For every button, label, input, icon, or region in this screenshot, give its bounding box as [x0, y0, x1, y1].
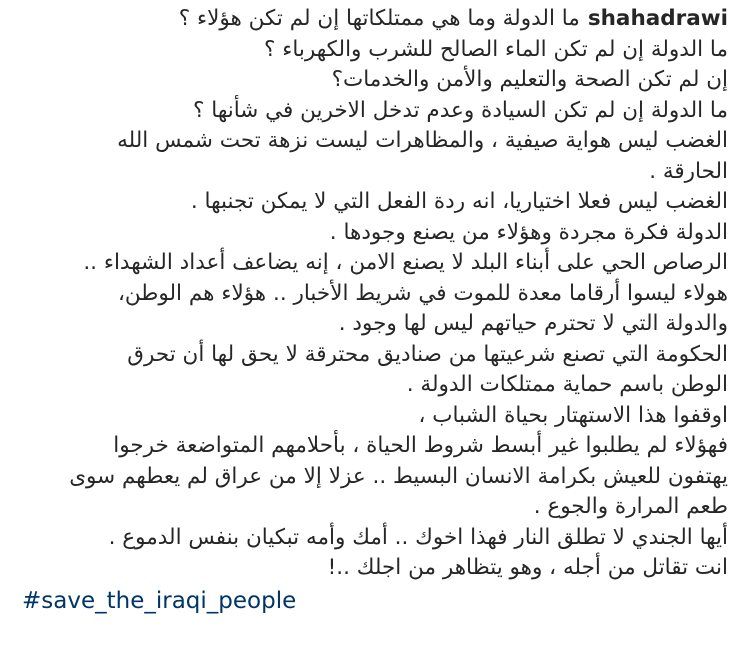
caption-line-16: يهتفون للعيش بكرامة الانسان البسيط .. عزلا إلا من عراق لم يعطهم سوى: [69, 463, 728, 489]
caption-line-10: هولاء ليسوا أرقاما معدة للموت في شريط الأخبار .. هؤلاء هم الوطن،: [117, 280, 728, 306]
caption-line-7: الغضب ليس فعلا اختياريا، انه ردة الفعل التي لا يمكن تجنبها .: [190, 189, 728, 214]
caption-line-15: فهؤلاء لم يطلبوا غير أبسط شروط الحياة ، بأحلامهم المتواضعة خرجوا: [113, 433, 728, 458]
caption-line-8: الدولة فكرة مجردة وهؤلاء من يصنع وجودها .: [329, 219, 728, 245]
caption-line-6: الحارقة .: [649, 158, 728, 184]
post-caption: [22, 4, 728, 616]
caption-text: ما الدولة وما هي ممتلكاتها إن لم تكن هؤلاء ؟: [178, 6, 580, 31]
caption-line-1: [22, 4, 728, 35]
caption-line-13: الوطن باسم حماية ممتلكات الدولة .: [406, 372, 728, 397]
caption-line-14: اوقفوا هذا الاستهتار بحياة الشباب ،: [418, 402, 728, 428]
caption-line-4: ما الدولة إن لم تكن السيادة وعدم تدخل الاخرين في شأنها ؟: [193, 97, 728, 123]
caption-line-12: الحكومة التي تصنع شرعيتها من صناديق محترقة لا يحق لها أن تحرق: [127, 341, 728, 367]
caption-line-17: طعم المرارة والجوع .: [533, 494, 728, 519]
caption-line-3: إن لم تكن الصحة والتعليم والأمن والخدمات؟: [331, 67, 728, 92]
caption-line-9: الرصاص الحي على أبناء البلد لا يصنع الامن ، إنه يضاعف أعداد الشهداء ..: [83, 250, 728, 275]
caption-line-18: أيها الجندي لا تطلق النار فهذا اخوك .. أمك وأمه تبكيان بنفس الدموع .: [108, 524, 728, 550]
username-link[interactable]: shahadrawi: [587, 6, 728, 31]
caption-line-19: انت تقاتل من أجله ، وهو يتظاهر من اجلك ..!: [327, 555, 728, 580]
caption-line-5: الغضب ليس هواية صيفية ، والمظاهرات ليست نزهة تحت شمس الله: [117, 128, 728, 153]
hashtag-link[interactable]: #save_the_iraqi_people: [22, 587, 297, 614]
caption-line-11: والدولة التي لا تحترم حياتهم ليس لها وجود .: [338, 311, 728, 336]
caption-line-2: ما الدولة إن لم تكن الماء الصالح للشرب والكهرباء ؟: [263, 36, 728, 62]
